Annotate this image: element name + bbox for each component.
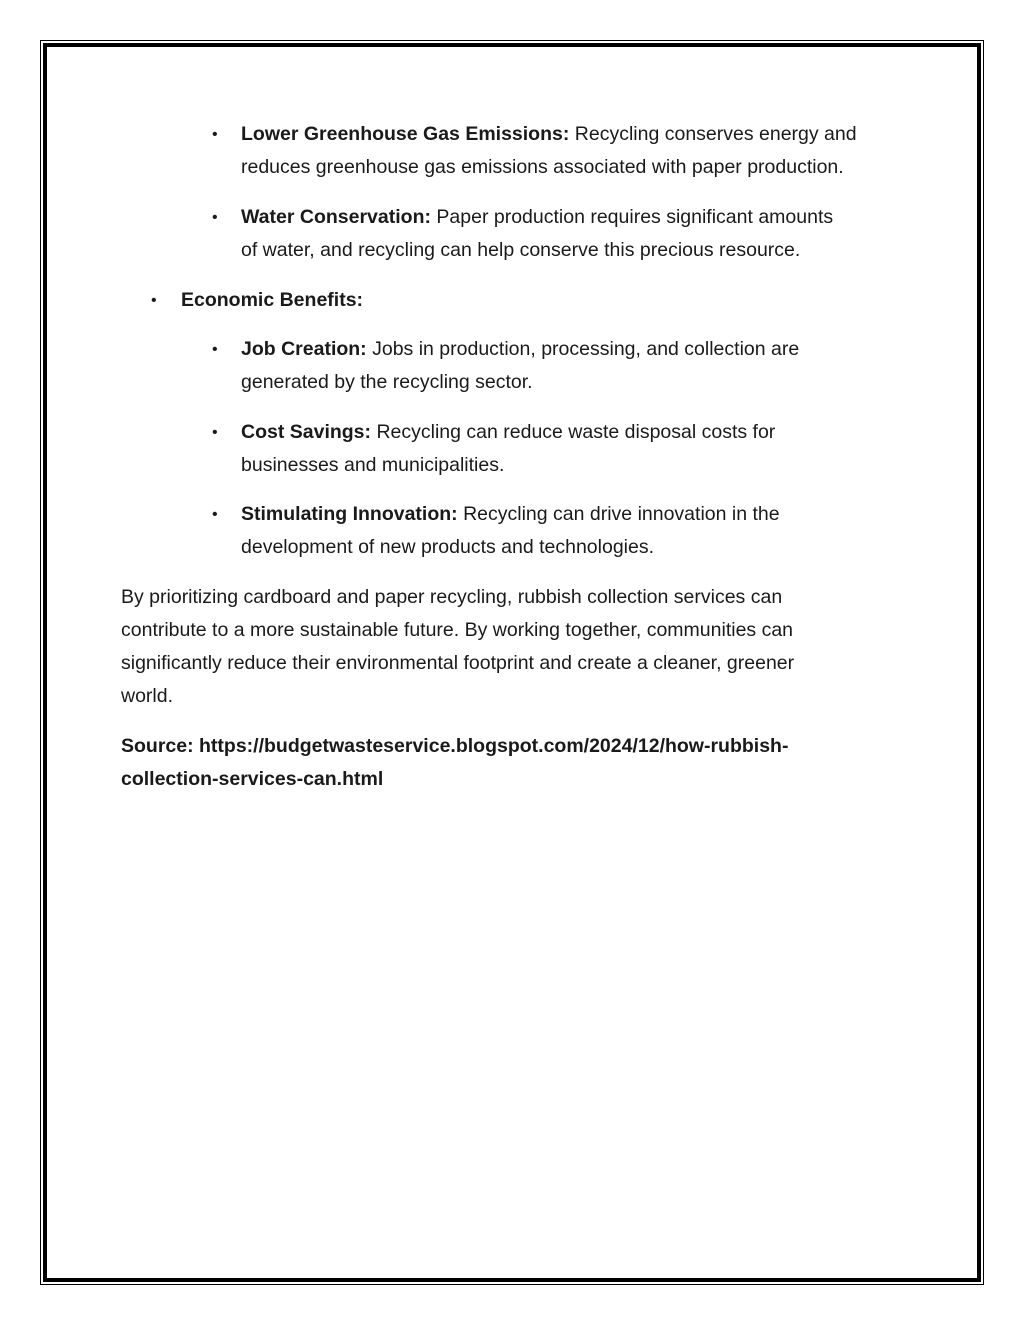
item-text: Paper production requires significant amounts: [430, 206, 834, 228]
list-item: [241, 498, 780, 531]
item-text-continued: development of new products and technologies.: [241, 536, 655, 558]
source-link[interactable]: Source: https://budgetwasteservice.blogspot.com/2024/12/how-rubbish-: [121, 735, 789, 757]
item-text-continued: reduces greenhouse gas emissions associated with paper production.: [241, 156, 844, 178]
conclusion-line: world.: [121, 685, 174, 707]
item-text: Recycling can drive innovation in the: [457, 503, 780, 525]
bullet-icon: •: [212, 506, 218, 523]
item-title: Stimulating Innovation:: [241, 503, 458, 525]
item-text: Recycling can reduce waste disposal costs for: [371, 421, 776, 443]
item-text-continued: generated by the recycling sector.: [241, 371, 533, 393]
bullet-icon: •: [212, 209, 218, 226]
item-text-continued: businesses and municipalities.: [241, 454, 505, 476]
item-title: Job Creation:: [241, 338, 367, 360]
conclusion-line: By prioritizing cardboard and paper recycling, rubbish collection services can: [121, 586, 783, 608]
list-item: [241, 416, 775, 449]
conclusion-line: contribute to a more sustainable future. By working together, communities can: [121, 619, 794, 641]
list-item: [241, 333, 799, 366]
bullet-icon: •: [151, 292, 157, 309]
item-text: Jobs in production, processing, and collection are: [366, 338, 800, 360]
bullet-icon: •: [212, 126, 218, 143]
list-item: [241, 118, 857, 151]
bullet-icon: •: [212, 424, 218, 441]
item-title: Cost Savings:: [241, 421, 372, 443]
section-heading: Economic Benefits:: [181, 289, 364, 311]
item-text-continued: of water, and recycling can help conserve this precious resource.: [241, 239, 801, 261]
source-link-continued[interactable]: collection-services-can.html: [121, 768, 384, 790]
item-text: Recycling conserves energy and: [569, 123, 857, 145]
item-title: Lower Greenhouse Gas Emissions:: [241, 123, 570, 145]
list-item: [241, 201, 833, 234]
item-title: Water Conservation:: [241, 206, 431, 228]
bullet-icon: •: [212, 341, 218, 358]
conclusion-line: significantly reduce their environmental footprint and create a cleaner, greener: [121, 652, 795, 674]
